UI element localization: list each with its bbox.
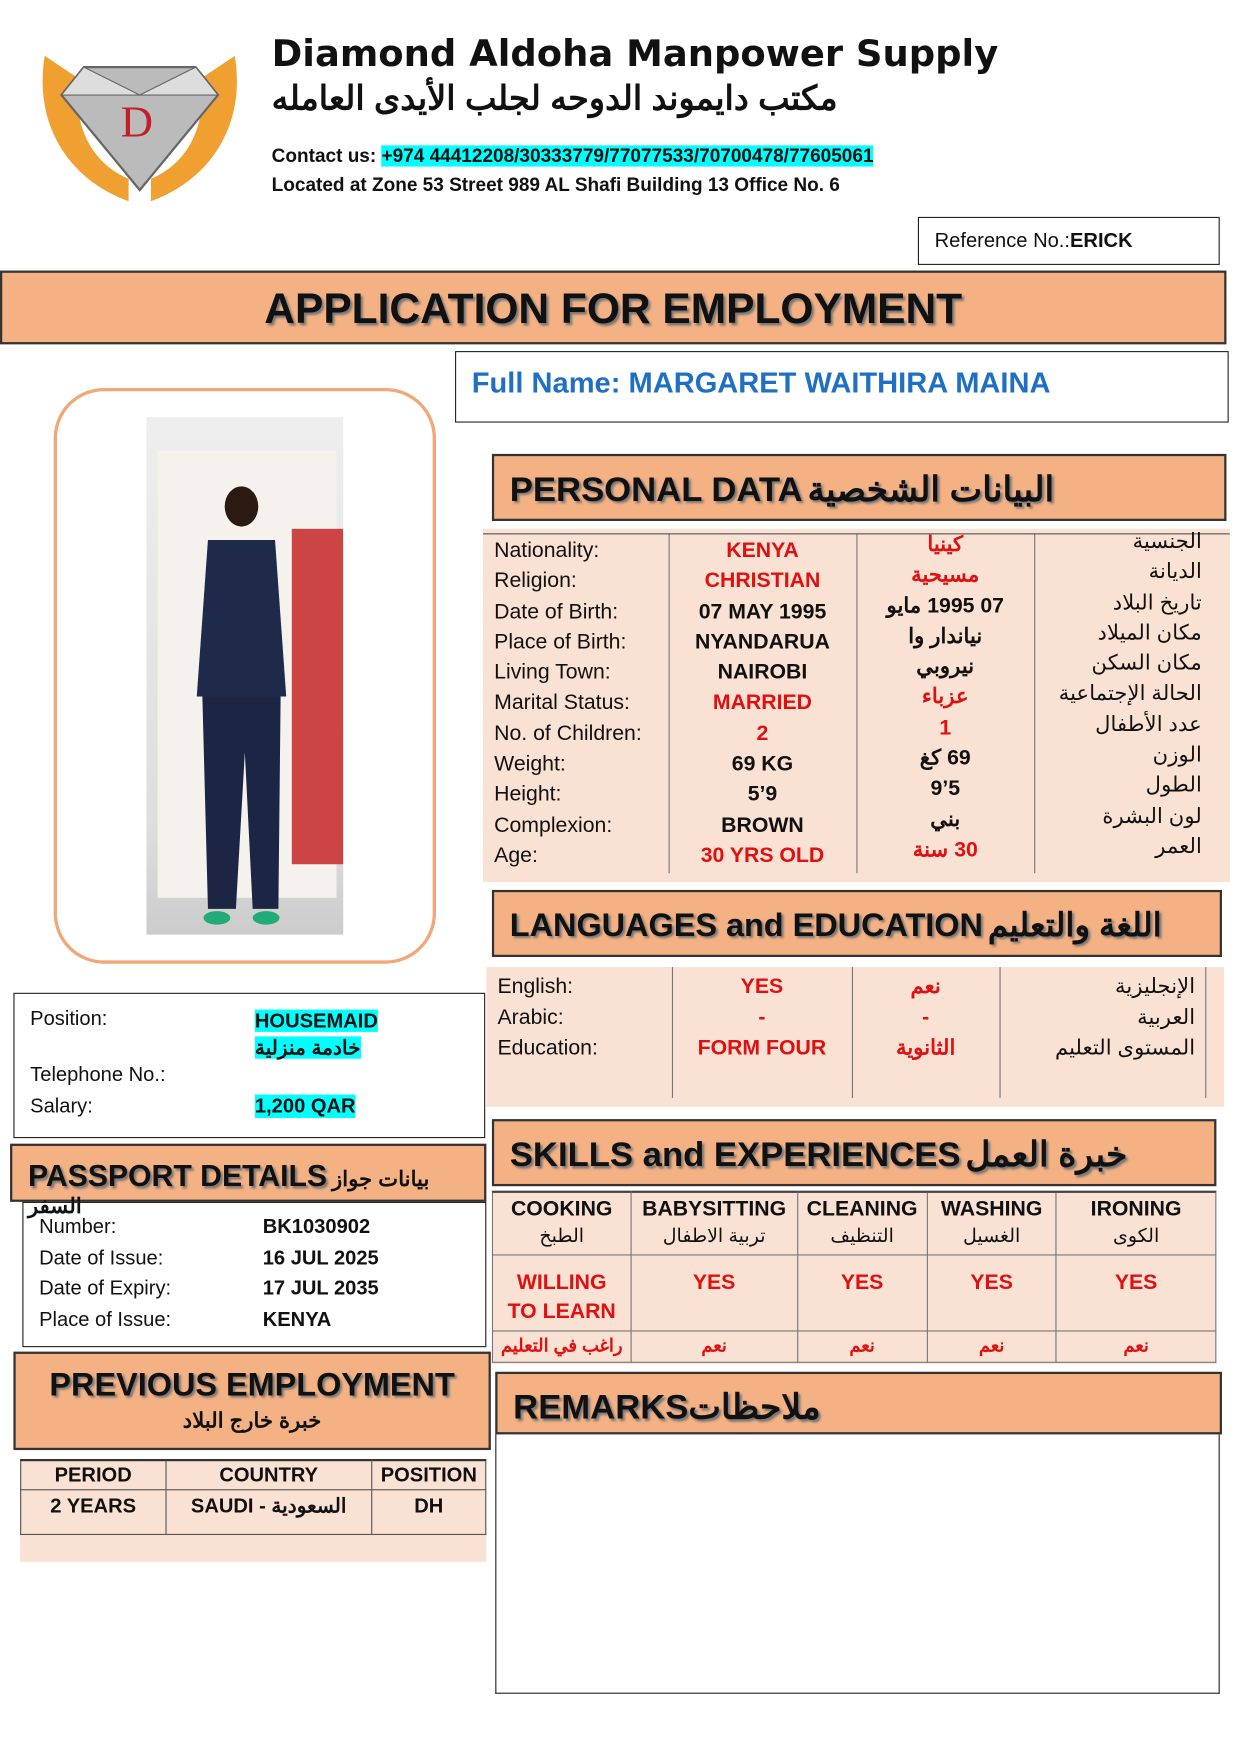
field-value-ar: بني	[930, 807, 961, 832]
field-value-ar: الثانوية	[895, 1036, 956, 1060]
language-row	[486, 1033, 1224, 1064]
skill-name-ar: الكوى	[1112, 1225, 1160, 1247]
field-label-ar: العربية	[1137, 1005, 1196, 1030]
previous-heading-ar: خبرة خارج البلاد	[182, 1409, 322, 1434]
field-label: Place of Birth:	[494, 630, 627, 654]
reference-value: ERICK	[1069, 229, 1133, 252]
skills-header-row	[492, 1192, 1215, 1255]
position-box	[13, 993, 485, 1138]
passport-heading	[10, 1144, 486, 1219]
field-label-ar: لون البشرة	[1102, 804, 1202, 829]
skills-value-row	[492, 1254, 1215, 1330]
field-value: 07 MAY 1995	[698, 599, 827, 624]
field-label: Marital Status:	[494, 691, 630, 715]
passport-field-value: 16 JUL 2025	[262, 1246, 379, 1269]
field-label-ar: الحالة الإجتماعية	[1058, 682, 1202, 706]
skill-name: WASHING	[940, 1197, 1043, 1222]
skill-value: YES	[1056, 1254, 1215, 1330]
previous-header-row	[21, 1460, 486, 1489]
skill-value-ar: نعم	[631, 1330, 797, 1361]
languages-heading-en: LANGUAGES and EDUCATION	[509, 907, 983, 944]
field-label-ar: الوزن	[1152, 743, 1202, 768]
company-name-ar: مكتب دايموند الدوحه لجلب الأيدى العامله	[271, 80, 838, 118]
field-value-ar: نيروبي	[916, 655, 975, 679]
field-value: YES	[740, 974, 784, 999]
table-cell: SAUDI - السعودية	[166, 1489, 372, 1534]
field-label-ar: الطول	[1145, 774, 1202, 798]
passport-field-value: 17 JUL 2035	[262, 1276, 379, 1300]
logo-letters: D	[120, 96, 154, 147]
field-value-ar: كينيا	[927, 533, 964, 557]
field-value: NYANDARUA	[694, 630, 830, 654]
skill-name-ar: التنظيف	[830, 1225, 894, 1247]
field-value-ar: عزباء	[921, 685, 969, 710]
table-row	[21, 1489, 486, 1534]
passport-field-value: KENYA	[262, 1307, 332, 1330]
field-value-ar: 69 كغ	[919, 746, 971, 771]
passport-row	[39, 1273, 469, 1304]
skill-value-ar: نعم	[1056, 1330, 1215, 1361]
field-label: No. of Children:	[494, 721, 642, 746]
salary-value: 1,200 QAR	[254, 1094, 356, 1117]
passport-row	[39, 1243, 469, 1274]
field-label: Religion:	[494, 569, 577, 593]
field-label-ar: العمر	[1155, 835, 1202, 859]
telephone-label: Telephone No.:	[30, 1063, 166, 1086]
field-value: MARRIED	[712, 691, 813, 715]
passport-heading-ar: بيانات جواز السفر	[27, 1168, 430, 1219]
personal-data-table	[483, 529, 1230, 882]
skill-value: YES	[631, 1254, 797, 1330]
position-value: HOUSEMAID	[254, 1009, 378, 1032]
field-value: 5’9	[747, 783, 778, 807]
contact-line	[272, 145, 999, 167]
field-value: 69 KG	[731, 752, 794, 776]
field-value: BROWN	[721, 813, 804, 838]
remarks-heading	[495, 1372, 1222, 1435]
skill-value-ar: نعم	[797, 1330, 927, 1361]
field-value: KENYA	[726, 538, 799, 563]
languages-heading	[492, 890, 1222, 957]
passport-field-label: Date of Expiry:	[39, 1276, 172, 1300]
application-title: APPLICATION FOR EMPLOYMENT	[264, 286, 963, 334]
skill-header	[631, 1192, 797, 1255]
languages-table	[486, 967, 1224, 1107]
field-label-ar: الجنسية	[1132, 529, 1202, 554]
passport-row	[39, 1304, 469, 1335]
field-label: Complexion:	[494, 813, 613, 838]
field-label-ar: تاريخ البلاد	[1112, 590, 1202, 615]
address: Located at Zone 53 Street 989 AL Shafi Building 13 Office No. 6	[271, 174, 840, 196]
previous-employment-heading	[13, 1352, 490, 1450]
skills-heading-ar: خبرة العمل	[965, 1134, 1128, 1174]
column-header: POSITION	[372, 1460, 486, 1489]
skill-name-ar: تربية الاطفال	[662, 1225, 766, 1247]
passport-box	[22, 1202, 486, 1347]
field-label-ar: مكان الميلاد	[1097, 621, 1202, 645]
personal-data-heading	[492, 454, 1227, 521]
contact-label: Contact us:	[271, 145, 377, 167]
skill-name-ar: الغسيل	[962, 1225, 1021, 1247]
table-cell: 2 YEARS	[21, 1489, 166, 1534]
position-value-ar: خادمة منزلية	[254, 1036, 361, 1059]
field-label: Nationality:	[494, 538, 600, 563]
field-value-ar: 07 1995 مايو	[886, 594, 1004, 618]
skill-name: COOKING	[510, 1197, 613, 1222]
salary-label: Salary:	[30, 1094, 93, 1117]
applicant-photo	[146, 417, 343, 935]
column-header: PERIOD	[21, 1460, 166, 1489]
field-label-ar: الديانة	[1148, 560, 1202, 584]
passport-field-value: BK1030902	[262, 1215, 371, 1238]
field-value: NAIROBI	[717, 660, 808, 685]
skill-name: IRONING	[1090, 1197, 1182, 1222]
skill-value: YES	[927, 1254, 1056, 1330]
passport-row	[39, 1212, 469, 1243]
passport-heading-en: PASSPORT DETAILS	[27, 1159, 328, 1193]
personal-heading-ar: البيانات الشخصية	[807, 469, 1055, 509]
skill-value: YES	[797, 1254, 927, 1330]
remarks-heading-en: REMARKS	[513, 1387, 689, 1427]
skill-name-ar: الطبخ	[539, 1225, 585, 1247]
field-value-ar: نعم	[910, 974, 941, 999]
skills-value-ar-row	[492, 1330, 1215, 1361]
table-cell: DH	[372, 1489, 486, 1534]
field-label: English:	[497, 974, 574, 999]
application-title-bar	[0, 271, 1226, 345]
field-value: CHRISTIAN	[704, 569, 821, 593]
field-value-ar: 1	[939, 716, 952, 740]
reference-box	[918, 217, 1220, 265]
field-value: -	[758, 1005, 766, 1030]
full-name-label: Full Name:	[471, 365, 621, 400]
field-label: Date of Birth:	[494, 599, 619, 624]
skill-name: BABYSITTING	[642, 1197, 787, 1222]
reference-label: Reference No.:	[934, 229, 1070, 252]
field-value-ar: مسيحية	[911, 563, 980, 588]
field-value-ar: 30 سنة	[912, 838, 978, 862]
skills-heading	[492, 1119, 1216, 1186]
field-label: Education:	[497, 1036, 598, 1060]
field-label-ar: مكان السكن	[1091, 652, 1202, 676]
full-name-box	[455, 351, 1229, 423]
contact-numbers: +974 44412208/30333779/77077533/70700478/77605061	[381, 145, 874, 167]
field-value-ar: 5’9	[930, 777, 961, 801]
field-value: 2	[756, 721, 769, 746]
skill-value-ar: راغب في التعليم	[492, 1330, 630, 1361]
skill-header	[492, 1192, 630, 1255]
language-row	[486, 972, 1224, 1003]
skill-value: WILLING TO LEARN	[492, 1254, 630, 1330]
remarks-heading-ar: ملاحظات	[688, 1387, 821, 1427]
skill-value-ar: نعم	[927, 1330, 1056, 1361]
position-label: Position:	[30, 1007, 108, 1030]
languages-heading-ar: اللغة والتعليم	[987, 907, 1162, 944]
field-label: Age:	[494, 844, 538, 868]
language-row	[486, 1002, 1224, 1033]
column-header: COUNTRY	[166, 1460, 372, 1489]
field-label-ar: عدد الأطفال	[1095, 713, 1202, 737]
field-label: Arabic:	[497, 1005, 564, 1030]
field-label: Height:	[494, 783, 562, 807]
field-label-ar: المستوى التعليم	[1055, 1036, 1196, 1060]
field-label: Living Town:	[494, 660, 611, 685]
full-name-value: MARGARET WAITHIRA MAINA	[628, 365, 1051, 400]
field-value-ar: نياندار وا	[908, 624, 983, 649]
personal-heading-en: PERSONAL DATA	[509, 469, 803, 509]
passport-field-label: Number:	[39, 1215, 117, 1238]
field-label-ar: الإنجليزية	[1115, 974, 1196, 999]
company-name-en: Diamond Aldoha Manpower Supply	[271, 31, 999, 75]
skills-heading-en: SKILLS and EXPERIENCES	[509, 1134, 961, 1174]
previous-heading-en: PREVIOUS EMPLOYMENT	[49, 1367, 455, 1404]
field-value: 30 YRS OLD	[700, 844, 825, 868]
skill-header	[927, 1192, 1056, 1255]
company-logo	[34, 34, 246, 213]
field-value: FORM FOUR	[697, 1036, 827, 1060]
skill-name: CLEANING	[806, 1197, 918, 1222]
personal-data-row	[483, 835, 1230, 872]
field-value-ar: -	[922, 1005, 930, 1030]
passport-field-label: Place of Issue:	[39, 1307, 172, 1330]
skills-table	[492, 1191, 1216, 1364]
passport-field-label: Date of Issue:	[39, 1246, 164, 1269]
remarks-box	[495, 1434, 1219, 1693]
previous-employment-table	[20, 1459, 486, 1562]
skill-header	[1056, 1192, 1215, 1255]
skill-header	[797, 1192, 927, 1255]
field-label: Weight:	[494, 752, 566, 776]
